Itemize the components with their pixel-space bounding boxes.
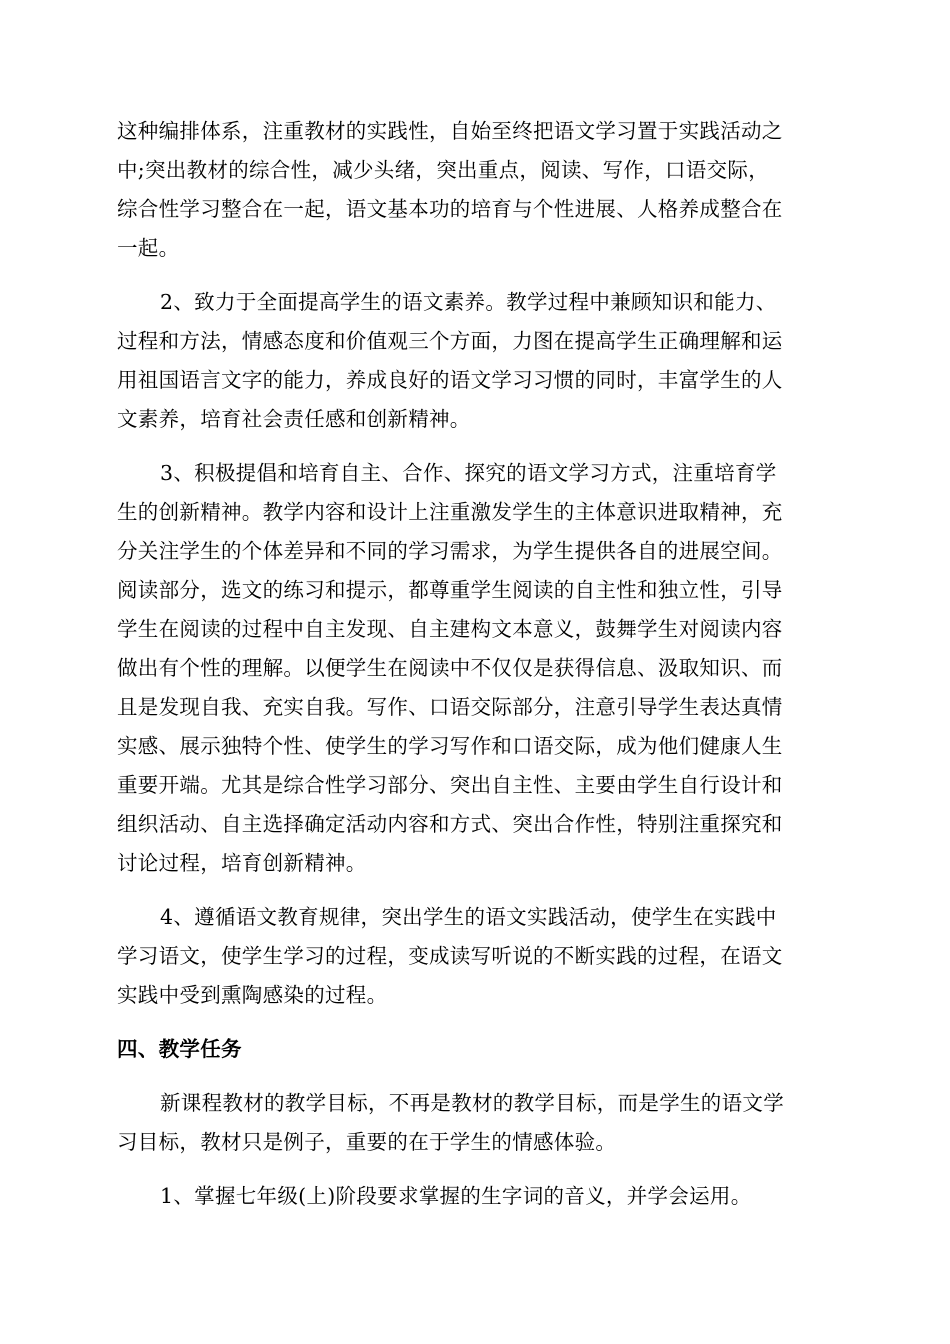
text-line: 4、遵循语文教育规律，突出学生的语文实践活动，使学生在实践中 (160, 905, 777, 929)
text-line: 组织活动、自主选择确定活动内容和方式、突出合作性，特别注重探究和 (117, 812, 783, 836)
text-line: 学生在阅读的过程中自主发现、自主建构文本意义，鼓舞学生对阅读内容 (117, 617, 783, 641)
text-line: 文素养，培育社会责任感和创新精神。 (117, 407, 471, 431)
text-line: 习目标，教材只是例子，重要的在于学生的情感体验。 (117, 1130, 617, 1154)
section-heading: 四、教学任务 (117, 1037, 242, 1061)
text-line: 且是发现自我、充实自我。写作、口语交际部分，注意引导学生表达真情 (117, 695, 783, 719)
text-line: 做出有个性的理解。以便学生在阅读中不仅仅是获得信息、汲取知识、而 (117, 656, 783, 680)
text-line: 3、积极提倡和培育自主、合作、探究的语文学习方式，注重培育学 (160, 461, 777, 485)
text-line: 中;突出教材的综合性，减少头绪，突出重点，阅读、写作，口语交际， (117, 158, 770, 182)
text-line: 实感、展示独特个性、使学生的学习写作和口语交际，成为他们健康人生 (117, 734, 783, 758)
text-line: 综合性学习整合在一起，语文基本功的培育与个性进展、人格养成整合在 (117, 197, 783, 221)
text-line: 这种编排体系，注重教材的实践性，自始至终把语文学习置于实践活动之 (117, 119, 783, 143)
text-line: 生的创新精神。教学内容和设计上注重激发学生的主体意识进取精神，充 (117, 500, 783, 524)
text-line: 实践中受到熏陶感染的过程。 (117, 983, 388, 1007)
text-line: 2、致力于全面提高学生的语文素养。教学过程中兼顾知识和能力、 (160, 290, 777, 314)
text-line: 重要开端。尤其是综合性学习部分、突出自主性、主要由学生自行设计和 (117, 773, 783, 797)
text-line: 学习语文，使学生学习的过程，变成读写听说的不断实践的过程，在语文 (117, 944, 783, 968)
text-line: 过程和方法，情感态度和价值观三个方面，力图在提高学生正确理解和运 (117, 329, 783, 353)
text-line: 新课程教材的教学目标，不再是教材的教学目标，而是学生的语文学 (160, 1091, 784, 1115)
text-line: 阅读部分，选文的练习和提示，都尊重学生阅读的自主性和独立性，引导 (117, 578, 783, 602)
text-line: 一起。 (117, 236, 180, 260)
text-line: 用祖国语言文字的能力，养成良好的语文学习习惯的同时，丰富学生的人 (117, 368, 783, 392)
text-line: 分关注学生的个体差异和不同的学习需求，为学生提供各自的进展空间。 (117, 539, 783, 563)
text-line: 1、掌握七年级(上)阶段要求掌握的生字词的音义，并学会运用。 (160, 1184, 752, 1208)
text-line: 讨论过程，培育创新精神。 (117, 851, 367, 875)
